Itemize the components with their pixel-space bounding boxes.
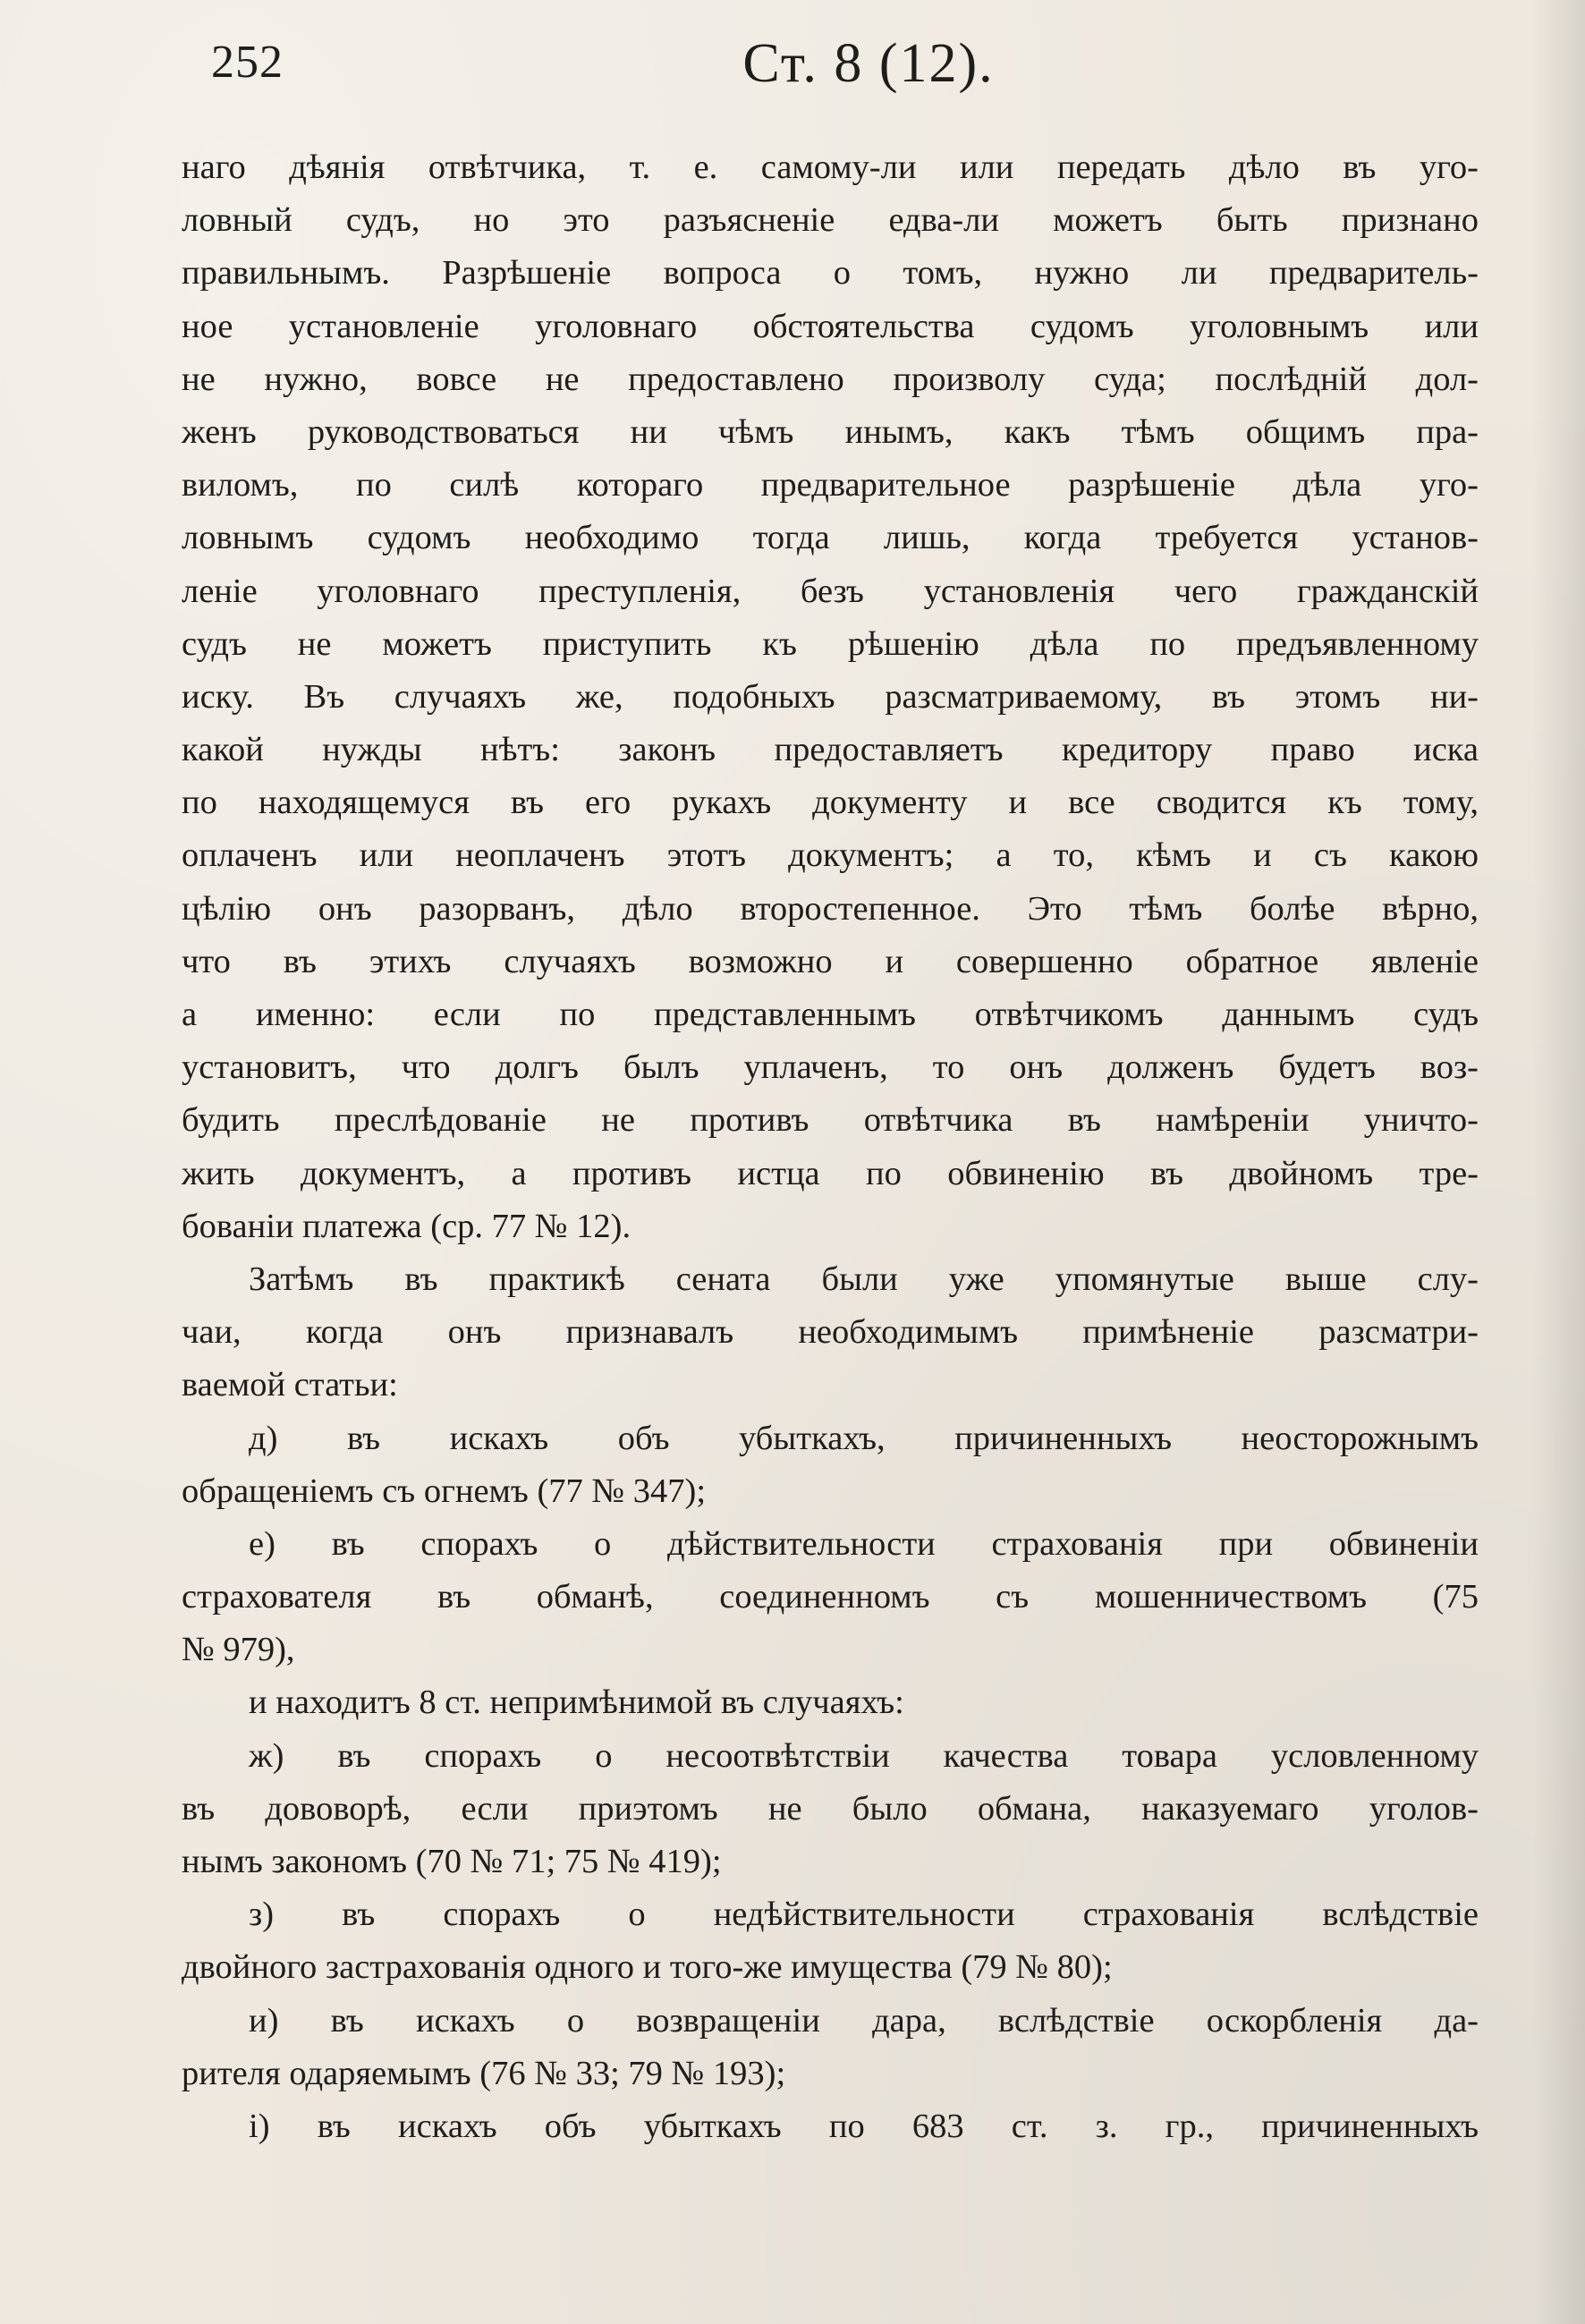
text-line: з) въ спорахъ о недѣйствительности страхованія вслѣдствіе: [249, 1896, 1479, 1934]
text-line: какой нужды нѣтъ: законъ предоставляетъ кредитору право иска: [182, 731, 1479, 769]
text-line: женъ руководствоваться ни чѣмъ инымъ, какъ тѣмъ общимъ пра-: [182, 412, 1479, 451]
text-line: цѣлію онъ разорванъ, дѣло второстепенное. Это тѣмъ болѣе вѣрно,: [182, 889, 1479, 928]
text-line: нымъ закономъ (70 № 71; 75 № 419);: [182, 1843, 722, 1880]
text-line: правильнымъ. Разрѣшеніе вопроса о томъ, нужно ли предваритель-: [182, 254, 1479, 293]
text-line: бованіи платежа (ср. 77 № 12).: [182, 1207, 631, 1245]
text-line: № 979),: [182, 1631, 295, 1669]
text-line: наго дѣянія отвѣтчика, т. е. самому-ли или передать дѣло въ уго-: [182, 148, 1479, 186]
text-line: ж) въ спорахъ о несоотвѣтствіи качества товара условленному: [249, 1736, 1479, 1775]
text-line: страхователя въ обманѣ, соединенномъ съ мошенничествомъ (75: [182, 1578, 1479, 1616]
text-line: рителя одаряемымъ (76 № 33; 79 № 193);: [182, 2054, 786, 2092]
text-line: судъ не можетъ приступить къ рѣшенію дѣла по предъявленному: [182, 624, 1479, 663]
page-edge-shadow: [1531, 0, 1585, 2324]
text-line: і) въ искахъ объ убыткахъ по 683 ст. з. гр., причиненныхъ: [249, 2107, 1479, 2145]
running-head: Ст. 8 (12).: [742, 33, 995, 94]
text-line: по находящемуся въ его рукахъ документу и все сводится къ тому,: [182, 784, 1479, 822]
text-line: двойного застрахованія одного и того-же имущества (79 № 80);: [182, 1948, 1113, 1987]
text-line: ловный судъ, но это разъясненіе едва-ли можетъ быть признано: [182, 201, 1479, 240]
text-line: иску. Въ случаяхъ же, подобныхъ разсматриваемому, въ этомъ ни-: [182, 677, 1479, 716]
text-line: будить преслѣдованіе не противъ отвѣтчика въ намѣреніи уничто-: [182, 1101, 1479, 1140]
text-line: ное установленіе уголовнаго обстоятельства судомъ уголовнымъ или: [182, 307, 1479, 345]
text-line: ваемой статьи:: [182, 1366, 398, 1404]
text-line: обращеніемъ съ огнемъ (77 № 347);: [182, 1472, 707, 1510]
text-line: Затѣмъ въ практикѣ сената были уже упомянутые выше слу-: [249, 1260, 1479, 1298]
page-header: [211, 32, 1490, 104]
text-line: въ дововорѣ, если приэтомъ не было обмана, наказуемаго уголов-: [182, 1789, 1479, 1828]
text-line: не нужно, вовсе не предоставлено произволу суда; послѣдній дол-: [182, 360, 1479, 398]
text-line: леніе уголовнаго преступленія, безъ установленія чего гражданскій: [182, 572, 1479, 610]
text-line: и) въ искахъ о возвращеніи дара, вслѣдствіе оскорбленія да-: [249, 2001, 1479, 2040]
text-line: оплаченъ или неоплаченъ этотъ документъ; а то, кѣмъ и съ какою: [182, 836, 1479, 875]
text-line: д) въ искахъ объ убыткахъ, причиненныхъ неосторожнымъ: [249, 1419, 1479, 1457]
text-line: а именно: если по представленнымъ отвѣтчикомъ даннымъ судъ: [182, 996, 1479, 1033]
page-number: 252: [211, 37, 284, 88]
text-line: установитъ, что долгъ былъ уплаченъ, то онъ долженъ будетъ воз-: [182, 1048, 1479, 1087]
text-line: е) въ спорахъ о дѣйствительности страхованія при обвиненіи: [249, 1524, 1479, 1563]
text-line: ловнымъ судомъ необходимо тогда лишь, когда требуется установ-: [182, 519, 1479, 557]
body-text: [182, 141, 1479, 2153]
text-line: что въ этихъ случаяхъ возможно и совершенно обратное явленіе: [182, 942, 1479, 980]
text-line: и находитъ 8 ст. непримѣнимой въ случаяхъ:: [249, 1684, 904, 1722]
text-line: виломъ, по силѣ котораго предварительное разрѣшеніе дѣла уго-: [182, 466, 1479, 505]
text-line: чаи, когда онъ признавалъ необходимымъ примѣненіе разсматри-: [182, 1313, 1479, 1352]
text-line: жить документъ, а противъ истца по обвиненію въ двойномъ тре-: [182, 1154, 1479, 1192]
